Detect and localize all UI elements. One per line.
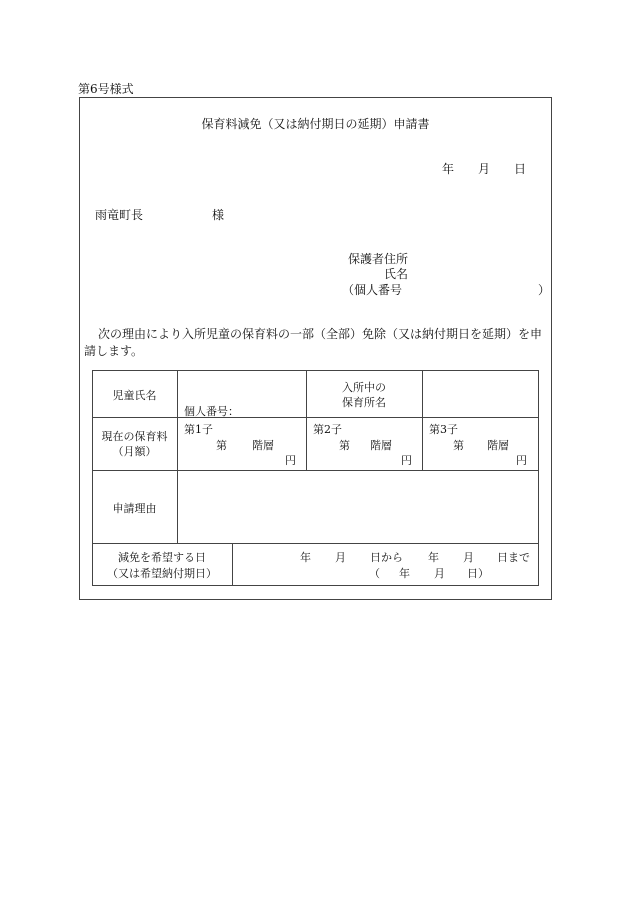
to-year: 年 [428,551,439,564]
reason-field[interactable] [184,476,532,538]
child2-yen: 円 [401,454,412,467]
alt-open: （ [369,567,380,580]
table-line-row3 [92,543,539,544]
to-month: 月 [463,551,474,564]
table-line-date-col [232,543,233,585]
child1-kaisou: 階層 [252,439,274,452]
addressee-suffix: 様 [212,208,225,222]
form-title: 保育料減免（又は納付期日の延期）申請書 [201,117,430,131]
form-number-label: 第6号様式 [78,82,134,96]
date-month-label: 月 [478,162,491,176]
child2-dai: 第 [339,439,350,452]
child-name-label: 児童氏名 [112,389,157,402]
child3-label: 第3子 [429,423,458,436]
guardian-name-label: 氏名 [384,267,409,281]
personal-number-label: 個人番号： [184,405,239,418]
child3-yen: 円 [516,454,527,467]
table-line-bottom [92,585,539,586]
table-line-top [92,370,539,371]
child2-kaisou: 階層 [370,439,392,452]
nursery-label-line2: 保育所名 [342,396,386,409]
from-month: 月 [335,551,346,564]
desired-date-label-line2: （又は希望納付期日） [107,567,217,580]
table-line-col3 [422,370,423,470]
reason-label: 申請理由 [112,502,157,515]
table-line-label-col [177,370,178,543]
current-fee-label-line1: 現在の保育料 [101,430,168,443]
child3-kaisou: 階層 [487,439,509,452]
child1-yen: 円 [285,454,296,467]
desired-date-label-line1: 減免を希望する日 [118,551,206,564]
table-line-row1 [92,417,539,418]
child1-dai: 第 [216,439,227,452]
to-suffix: 日まで [497,551,530,564]
from-year: 年 [300,551,311,564]
table-line-row2 [92,470,539,471]
alt-month: 月 [434,567,445,580]
guardian-address-label: 保護者住所 [348,252,409,266]
child1-label: 第1子 [184,423,213,436]
date-year-label: 年 [442,162,455,176]
alt-day: 日） [467,567,489,580]
addressee-name: 雨竜町長 [95,208,144,222]
nursery-name-field[interactable] [430,387,530,403]
nursery-label-line1: 入所中の [342,381,386,394]
application-statement: 次の理由により入所児童の保育料の一部（全部）免除（又は納付期日を延期）を申請します。 [84,327,543,358]
alt-year: 年 [399,567,410,580]
guardian-number-label: （個人番号 [342,283,403,297]
from-suffix: 日から [370,551,403,564]
guardian-number-close: ） [538,283,551,297]
child3-dai: 第 [453,439,464,452]
table-line-right [538,370,539,586]
current-fee-label-line2: （月額） [112,445,157,458]
child2-label: 第2子 [313,423,342,436]
date-day-label: 日 [514,162,527,176]
